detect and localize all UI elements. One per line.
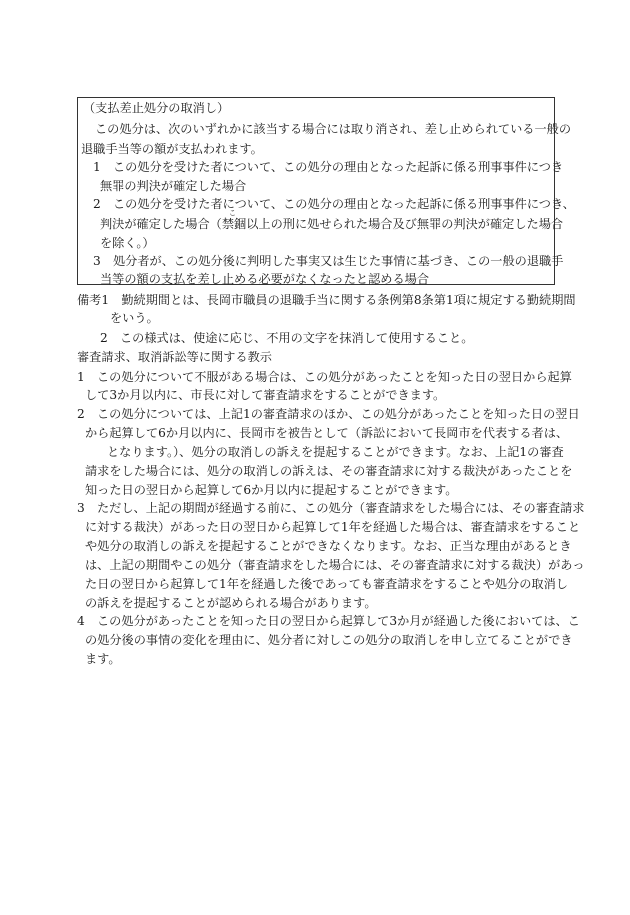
notice-2-line-4: 請求をした場合には、処分の取消しの訴えは、その審査請求に対する裁決があったことを [85, 464, 573, 478]
box-heading: （支払差止処分の取消し） [83, 101, 230, 115]
notice-4-line-1: 4 この処分があったことを知った日の翌日から起算して3か月が経過した後においては、こ [77, 614, 580, 628]
notice-3-line-2: に対する裁決）があった日の翌日から起算して1年を経過した場合は、審査請求をすること [85, 520, 581, 534]
box-item-2-line-1: 2 この処分を受けた者について、この処分の理由となった起訴に係る刑事事件につき、 [93, 197, 575, 211]
box-item-1-line-1: 1 この処分を受けた者について、この処分の理由となった起訴に係る刑事事件につき [93, 160, 564, 174]
box-intro-line-1: この処分は、次のいずれかに該当する場合には取り消され、差し止められている一般の [95, 122, 572, 136]
box-item-2-line-2: 判決が確定した場合（禁錮以上の刑に処せられた場合及び無罪の判決が確定した場合 [100, 217, 564, 231]
box-intro-line-2: 退職手当等の額が支払われます。 [81, 142, 263, 156]
box-item-2-line-3: を除く。） [100, 236, 155, 250]
notice-2-line-5: 知った日の翌日から起算して6か月以内に提起することができます。 [85, 483, 458, 497]
box-item-3-line-1: 3 処分者が、この処分後に判明した事実又は生じた事情に基づき、この一般の退職手 [93, 254, 564, 268]
notice-title: 審査請求、取消訴訟等に関する教示 [77, 350, 272, 364]
notice-3-line-6: の訴えを提起することが認められる場合があります。 [85, 596, 377, 610]
box-item-1-line-2: 無罪の判決が確定した場合 [100, 179, 247, 193]
box-item-2-ruby: こ [229, 209, 236, 217]
notice-3-line-1: 3 ただし、上記の期間が経過する前に、この処分（審査請求をした場合には、その審査請求 [77, 501, 585, 515]
notice-1-line-2: して3か月以内に、市長に対して審査請求をすることができます。 [85, 388, 446, 402]
notice-4-line-3: ます。 [85, 652, 121, 666]
remark-1-line-2: をいう。 [110, 311, 159, 325]
remark-2: 2 この様式は、使途に応じ、不用の文字を抹消して使用すること。 [100, 331, 474, 345]
box-item-3-line-2: 当等の額の支払を差し止める必要がなくなったと認める場合 [100, 272, 430, 286]
notice-1-line-1: 1 この処分について不服がある場合は、この処分があったことを知った日の翌日から起算 [77, 370, 572, 384]
notice-2-line-3: となります。）、処分の取消しの訴えを提起することができます。なお、上記1の審査 [107, 445, 564, 459]
notice-3-line-4: は、上記の期間やこの処分（審査請求をした場合には、その審査請求に対する裁決）があっ [85, 558, 585, 572]
notice-3-line-3: や処分の取消しの訴えを提起することができなくなります。なお、正当な理由があるとき [85, 539, 572, 553]
notice-2-line-1: 2 この処分については、上記1の審査請求のほか、この処分があったことを知った日の翌日 [77, 407, 580, 421]
notice-3-line-5: た日の翌日から起算して1年を経過した後であっても審査請求をすることや処分の取消し [85, 577, 568, 591]
remark-1-line-1: 備考1 勤続期間とは、長岡市職員の退職手当に関する条例第8条第1項に規定する勤続期間 [77, 293, 576, 307]
notice-4-line-2: の処分後の事情の変化を理由に、処分者に対しこの処分の取消しを申し立てることができ [85, 633, 573, 647]
notice-2-line-2: から起算して6か月以内に、長岡市を被告として（訴訟において長岡市を代表する者は、 [85, 426, 569, 440]
